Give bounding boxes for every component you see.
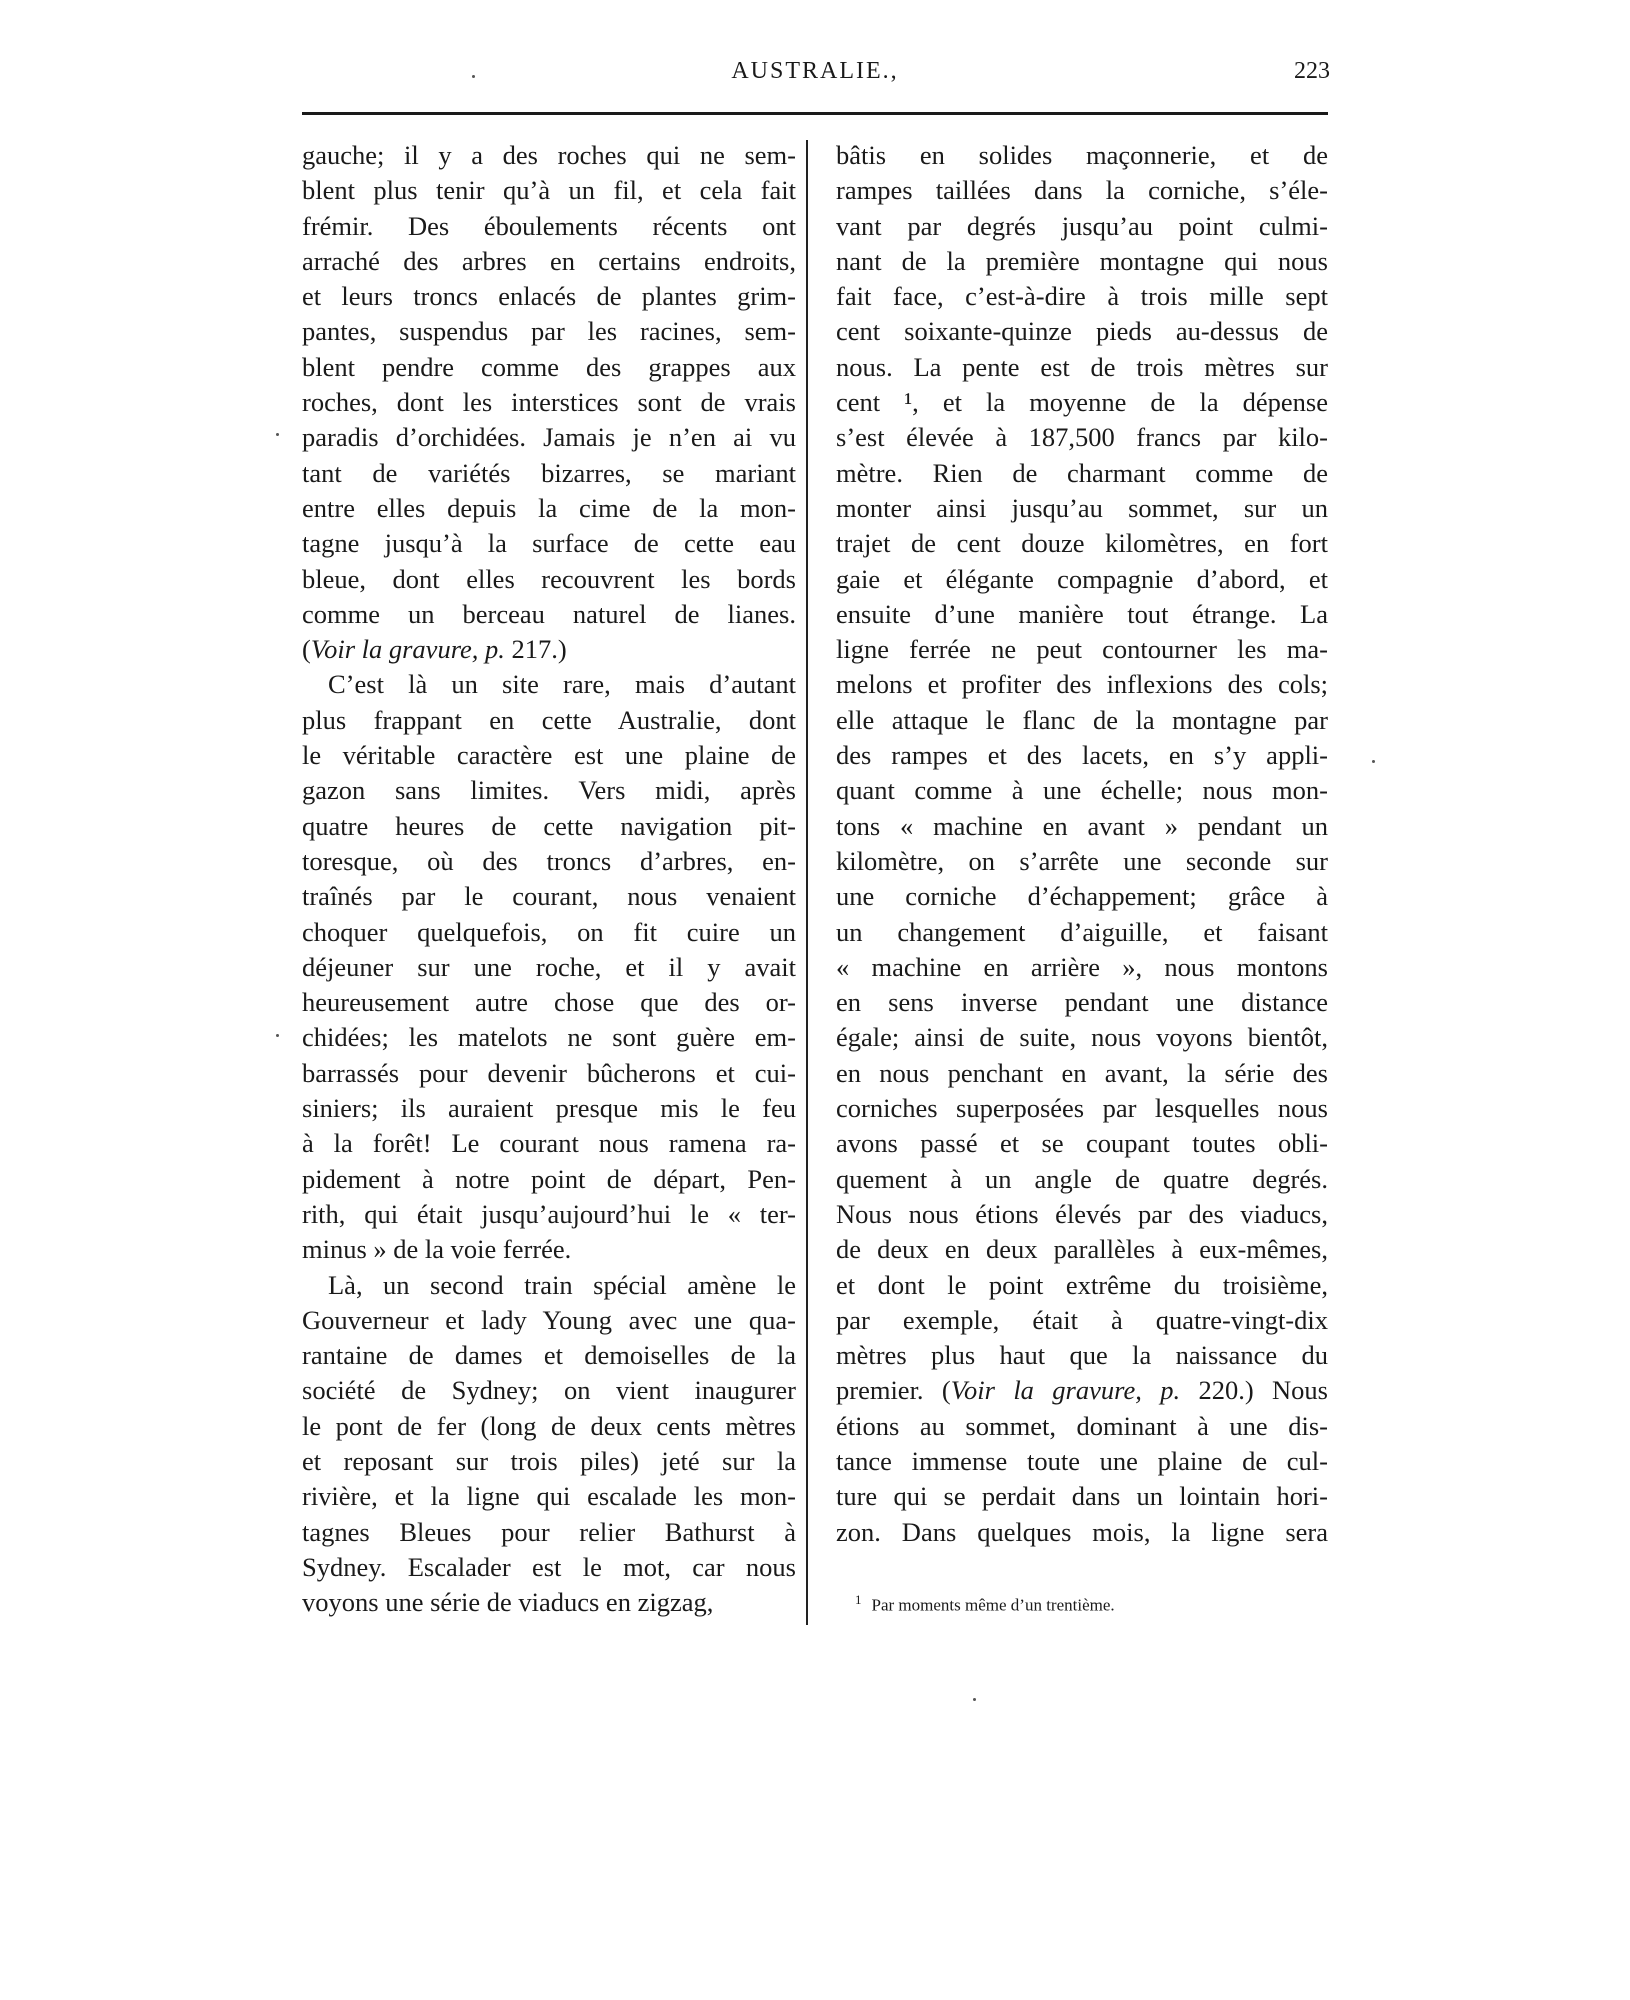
- text-line: le pont de fer (long de deux cents mètres: [302, 1410, 796, 1441]
- print-speck: [472, 75, 475, 78]
- text-line: corniches superposées par lesquelles nous: [836, 1093, 1328, 1124]
- text-line: Nous nous étions élevés par des viaducs,: [836, 1198, 1328, 1229]
- left-column: [302, 138, 796, 1620]
- text-line: tagnes Bleues pour relier Bathurst à: [302, 1516, 796, 1547]
- text-line: paradis d’orchidées. Jamais je n’en ai vu: [302, 422, 796, 453]
- text-line: s’est élevée à 187,500 francs par kilo-: [836, 422, 1328, 453]
- text-line: plus frappant en cette Australie, dont: [302, 704, 796, 735]
- text-line: nous. La pente est de trois mètres sur: [836, 351, 1328, 382]
- figure-reference: Voir la gravure, p.: [310, 634, 505, 665]
- text-line: rivière, et la ligne qui escalade les mon-: [302, 1481, 796, 1512]
- column-divider: [806, 140, 808, 1625]
- text-line: mètres plus haut que la naissance du: [836, 1340, 1328, 1371]
- text-line: rantaine de dames et demoiselles de la: [302, 1340, 796, 1371]
- text-line: en nous penchant en avant, la série des: [836, 1057, 1328, 1088]
- text-line: des rampes et des lacets, en s’y appli-: [836, 740, 1328, 771]
- text-line: blent pendre comme des grappes aux: [302, 351, 796, 382]
- text-line: entre elles depuis la cime de la mon-: [302, 492, 796, 523]
- header-rule: [302, 112, 1328, 115]
- text-line: « machine en arrière », nous montons: [836, 951, 1328, 982]
- text-line: fait face, c’est-à-dire à trois mille sept: [836, 281, 1328, 312]
- footnote-text: Par moments même d’un trentième.: [871, 1595, 1115, 1615]
- text-line: à la forêt! Le courant nous ramena ra-: [302, 1128, 796, 1159]
- text-line: toresque, où des troncs d’arbres, en-: [302, 845, 796, 876]
- text-line: cent ¹, et la moyenne de la dépense: [836, 387, 1328, 418]
- print-speck: [1372, 760, 1375, 763]
- text-line: siniers; ils auraient presque mis le feu: [302, 1093, 796, 1124]
- footnote-marker: 1: [855, 1592, 862, 1607]
- text-line: ensuite d’une manière tout étrange. La: [836, 598, 1328, 629]
- text-line: étions au sommet, dominant à une dis-: [836, 1410, 1328, 1441]
- text-line: arraché des arbres en certains endroits,: [302, 245, 796, 276]
- text-line: roches, dont les interstices sont de vrais: [302, 387, 796, 418]
- text-line: barrassés pour devenir bûcherons et cui-: [302, 1057, 796, 1088]
- text-line: tance immense toute une plaine de cul-: [836, 1445, 1328, 1476]
- text-line: ture qui se perdait dans un lointain hori-: [836, 1481, 1328, 1512]
- text-line: mètre. Rien de charmant comme de: [836, 457, 1328, 488]
- text-line: bleue, dont elles recouvrent les bords: [302, 563, 796, 594]
- print-speck: [973, 1698, 976, 1701]
- text-line: gazon sans limites. Vers midi, après: [302, 775, 796, 806]
- text-line: heureusement autre chose que des or-: [302, 987, 796, 1018]
- text-line: trajet de cent douze kilomètres, en fort: [836, 528, 1328, 559]
- text-line: tant de variétés bizarres, se mariant: [302, 457, 796, 488]
- text-line: de deux en deux parallèles à eux-mêmes,: [836, 1234, 1328, 1265]
- text-line: rith, qui était jusqu’aujourd’hui le « ter-: [302, 1198, 796, 1229]
- text-line: voyons une série de viaducs en zigzag,: [302, 1587, 714, 1618]
- right-column: [836, 138, 1328, 1550]
- page-number: 223: [1294, 58, 1330, 84]
- text-line: rampes taillées dans la corniche, s’éle-: [836, 175, 1328, 206]
- print-speck: [276, 433, 279, 436]
- text-line: tagne jusqu’à la surface de cette eau: [302, 528, 796, 559]
- footnote: [855, 1592, 1115, 1616]
- text-line: Sydney. Escalader est le mot, car nous: [302, 1551, 796, 1582]
- text-line: chidées; les matelots ne sont guère em-: [302, 1022, 796, 1053]
- text-line: un changement d’aiguille, et faisant: [836, 916, 1328, 947]
- text-line: minus » de la voie ferrée.: [302, 1234, 572, 1265]
- text-line: C’est là un site rare, mais d’autant: [328, 669, 796, 700]
- text-line: avons passé et se coupant toutes obli-: [836, 1128, 1328, 1159]
- text-line: déjeuner sur une roche, et il y avait: [302, 951, 796, 982]
- text-line: (Voir la gravure, p. 217.): [302, 634, 567, 665]
- text-line: nant de la première montagne qui nous: [836, 245, 1328, 276]
- text-line: gaie et élégante compagnie d’abord, et: [836, 563, 1328, 594]
- text-line: et leurs troncs enlacés de plantes grim-: [302, 281, 796, 312]
- text-line: quant comme à une échelle; nous mon-: [836, 775, 1328, 806]
- text-line: par exemple, était à quatre-vingt-dix: [836, 1304, 1328, 1335]
- text-line: en sens inverse pendant une distance: [836, 987, 1328, 1018]
- text-line: kilomètre, on s’arrête une seconde sur: [836, 845, 1328, 876]
- text-line: quement à un angle de quatre degrés.: [836, 1163, 1328, 1194]
- text-line: cent soixante-quinze pieds au-dessus de: [836, 316, 1328, 347]
- text-line: traînés par le courant, nous venaient: [302, 881, 796, 912]
- text-line: et reposant sur trois piles) jeté sur la: [302, 1445, 796, 1476]
- text-line: comme un berceau naturel de lianes.: [302, 598, 796, 629]
- text-line: Gouverneur et lady Young avec une qua-: [302, 1304, 796, 1335]
- text-line: monter ainsi jusqu’au sommet, sur un: [836, 492, 1328, 523]
- text-line: tons « machine en avant » pendant un: [836, 810, 1328, 841]
- text-line: ligne ferrée ne peut contourner les ma-: [836, 634, 1328, 665]
- running-header: [300, 58, 1330, 98]
- text-line: elle attaque le flanc de la montagne par: [836, 704, 1328, 735]
- text-line: égale; ainsi de suite, nous voyons bientôt,: [836, 1022, 1328, 1053]
- text-line: Là, un second train spécial amène le: [328, 1269, 796, 1300]
- text-line: blent plus tenir qu’à un fil, et cela fait: [302, 175, 796, 206]
- text-line: quatre heures de cette navigation pit-: [302, 810, 796, 841]
- print-speck: [276, 1034, 279, 1037]
- text-line: société de Sydney; on vient inaugurer: [302, 1375, 796, 1406]
- text-line: melons et profiter des inflexions des cols;: [836, 669, 1328, 700]
- text-line: une corniche d’échappement; grâce à: [836, 881, 1328, 912]
- text-line: et dont le point extrême du troisième,: [836, 1269, 1328, 1300]
- text-line: vant par degrés jusqu’au point culmi-: [836, 210, 1328, 241]
- text-line: premier. (Voir la gravure, p. 220.) Nous: [836, 1375, 1328, 1406]
- text-line: gauche; il y a des roches qui ne sem-: [302, 140, 796, 170]
- running-title: AUSTRALIE.,: [731, 58, 899, 84]
- text-line: pantes, suspendus par les racines, sem-: [302, 316, 796, 347]
- text-line: zon. Dans quelques mois, la ligne sera: [836, 1516, 1328, 1547]
- text-line: le véritable caractère est une plaine de: [302, 740, 796, 771]
- figure-reference: Voir la gravure, p.: [950, 1375, 1181, 1406]
- text-line: frémir. Des éboulements récents ont: [302, 210, 796, 241]
- text-line: pidement à notre point de départ, Pen-: [302, 1163, 796, 1194]
- text-line: bâtis en solides maçonnerie, et de: [836, 140, 1328, 170]
- text-line: choquer quelquefois, on fit cuire un: [302, 916, 796, 947]
